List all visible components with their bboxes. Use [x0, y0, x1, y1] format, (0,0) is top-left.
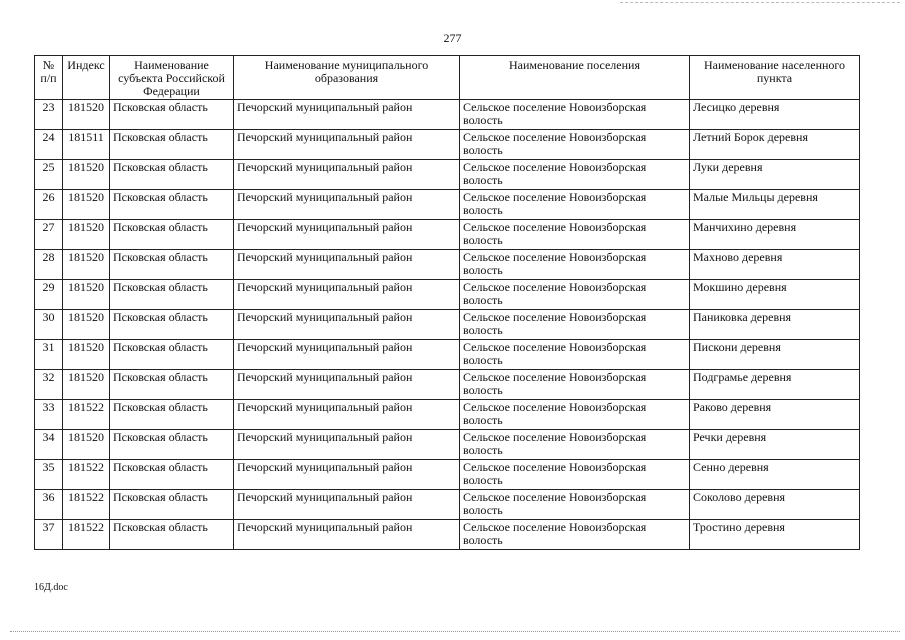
cell-num: 31: [35, 340, 63, 370]
table-row: [35, 430, 860, 460]
cell-settlement: Сельское поселение Новоизборская волость: [460, 190, 690, 220]
cell-locality: Манчихино деревня: [690, 220, 860, 250]
cell-settlement: Сельское поселение Новоизборская волость: [460, 340, 690, 370]
cell-settlement: Сельское поселение Новоизборская волость: [460, 250, 690, 280]
cell-municipality: Печорский муниципальный район: [234, 160, 460, 190]
table-row: [35, 370, 860, 400]
table-body: [35, 100, 860, 550]
cell-index: 181520: [63, 190, 110, 220]
cell-subject: Псковская область: [110, 460, 234, 490]
table-row: [35, 130, 860, 160]
cell-locality: Махново деревня: [690, 250, 860, 280]
cell-locality: Малые Мильцы деревня: [690, 190, 860, 220]
cell-locality: Лесицко деревня: [690, 100, 860, 130]
header-locality: Наименование населенного пункта: [690, 56, 860, 100]
cell-index: 181522: [63, 400, 110, 430]
cell-num: 27: [35, 220, 63, 250]
table-row: [35, 100, 860, 130]
table-row: [35, 520, 860, 550]
cell-municipality: Печорский муниципальный район: [234, 430, 460, 460]
cell-municipality: Печорский муниципальный район: [234, 130, 460, 160]
cell-num: 35: [35, 460, 63, 490]
header-municipality: Наименование муниципального образования: [234, 56, 460, 100]
table-row: [35, 340, 860, 370]
cell-num: 36: [35, 490, 63, 520]
cell-locality: Паниковка деревня: [690, 310, 860, 340]
cell-subject: Псковская область: [110, 130, 234, 160]
header-subject: Наименование субъекта Российской Федерации: [110, 56, 234, 100]
table-header-row: [35, 56, 860, 100]
cell-index: 181520: [63, 310, 110, 340]
table-row: [35, 400, 860, 430]
cell-settlement: Сельское поселение Новоизборская волость: [460, 370, 690, 400]
cell-settlement: Сельское поселение Новоизборская волость: [460, 130, 690, 160]
cell-num: 32: [35, 370, 63, 400]
cell-index: 181522: [63, 460, 110, 490]
cell-num: 25: [35, 160, 63, 190]
page-number: 277: [443, 31, 462, 45]
cell-locality: Пискони деревня: [690, 340, 860, 370]
cell-settlement: Сельское поселение Новоизборская волость: [460, 460, 690, 490]
table-row: [35, 310, 860, 340]
cell-index: 181520: [63, 430, 110, 460]
cell-locality: Раково деревня: [690, 400, 860, 430]
cell-locality: Мокшино деревня: [690, 280, 860, 310]
cell-settlement: Сельское поселение Новоизборская волость: [460, 310, 690, 340]
cell-municipality: Печорский муниципальный район: [234, 280, 460, 310]
scan-artifact-top: [620, 2, 900, 3]
cell-subject: Псковская область: [110, 190, 234, 220]
header-num: № п/п: [35, 56, 63, 100]
cell-locality: Подграмье деревня: [690, 370, 860, 400]
cell-settlement: Сельское поселение Новоизборская волость: [460, 400, 690, 430]
cell-index: 181520: [63, 370, 110, 400]
table-row: [35, 490, 860, 520]
cell-municipality: Печорский муниципальный район: [234, 400, 460, 430]
cell-subject: Псковская область: [110, 220, 234, 250]
table-row: [35, 220, 860, 250]
cell-municipality: Печорский муниципальный район: [234, 520, 460, 550]
header-settlement: Наименование поселения: [460, 56, 690, 100]
cell-locality: Сенно деревня: [690, 460, 860, 490]
cell-subject: Псковская область: [110, 520, 234, 550]
cell-settlement: Сельское поселение Новоизборская волость: [460, 490, 690, 520]
table-row: [35, 190, 860, 220]
cell-subject: Псковская область: [110, 340, 234, 370]
cell-subject: Псковская область: [110, 280, 234, 310]
cell-subject: Псковская область: [110, 100, 234, 130]
cell-num: 23: [35, 100, 63, 130]
cell-locality: Соколово деревня: [690, 490, 860, 520]
cell-settlement: Сельское поселение Новоизборская волость: [460, 520, 690, 550]
table-row: [35, 280, 860, 310]
cell-index: 181520: [63, 100, 110, 130]
cell-num: 24: [35, 130, 63, 160]
cell-num: 33: [35, 400, 63, 430]
cell-num: 37: [35, 520, 63, 550]
cell-municipality: Печорский муниципальный район: [234, 310, 460, 340]
cell-municipality: Печорский муниципальный район: [234, 460, 460, 490]
scan-artifact-bottom: [10, 631, 900, 632]
cell-municipality: Печорский муниципальный район: [234, 370, 460, 400]
cell-locality: Луки деревня: [690, 160, 860, 190]
cell-settlement: Сельское поселение Новоизборская волость: [460, 430, 690, 460]
cell-num: 29: [35, 280, 63, 310]
cell-num: 30: [35, 310, 63, 340]
cell-index: 181511: [63, 130, 110, 160]
cell-municipality: Печорский муниципальный район: [234, 190, 460, 220]
cell-index: 181520: [63, 280, 110, 310]
cell-index: 181522: [63, 520, 110, 550]
cell-index: 181520: [63, 250, 110, 280]
cell-settlement: Сельское поселение Новоизборская волость: [460, 100, 690, 130]
table-row: [35, 460, 860, 490]
cell-subject: Псковская область: [110, 370, 234, 400]
cell-subject: Псковская область: [110, 490, 234, 520]
cell-settlement: Сельское поселение Новоизборская волость: [460, 280, 690, 310]
cell-index: 181522: [63, 490, 110, 520]
header-index: Индекс: [63, 56, 110, 100]
cell-locality: Тростино деревня: [690, 520, 860, 550]
cell-locality: Летний Борок деревня: [690, 130, 860, 160]
cell-municipality: Печорский муниципальный район: [234, 100, 460, 130]
cell-index: 181520: [63, 160, 110, 190]
cell-settlement: Сельское поселение Новоизборская волость: [460, 220, 690, 250]
cell-num: 28: [35, 250, 63, 280]
cell-num: 34: [35, 430, 63, 460]
cell-subject: Псковская область: [110, 250, 234, 280]
cell-locality: Речки деревня: [690, 430, 860, 460]
table-row: [35, 250, 860, 280]
cell-municipality: Печорский муниципальный район: [234, 250, 460, 280]
cell-index: 181520: [63, 220, 110, 250]
table-row: [35, 160, 860, 190]
cell-subject: Псковская область: [110, 160, 234, 190]
cell-subject: Псковская область: [110, 310, 234, 340]
cell-index: 181520: [63, 340, 110, 370]
cell-num: 26: [35, 190, 63, 220]
cell-subject: Псковская область: [110, 400, 234, 430]
footer-filename: 16Д.doc: [34, 582, 68, 593]
cell-subject: Псковская область: [110, 430, 234, 460]
cell-settlement: Сельское поселение Новоизборская волость: [460, 160, 690, 190]
localities-table: [34, 55, 860, 550]
cell-municipality: Печорский муниципальный район: [234, 220, 460, 250]
cell-municipality: Печорский муниципальный район: [234, 340, 460, 370]
cell-municipality: Печорский муниципальный район: [234, 490, 460, 520]
